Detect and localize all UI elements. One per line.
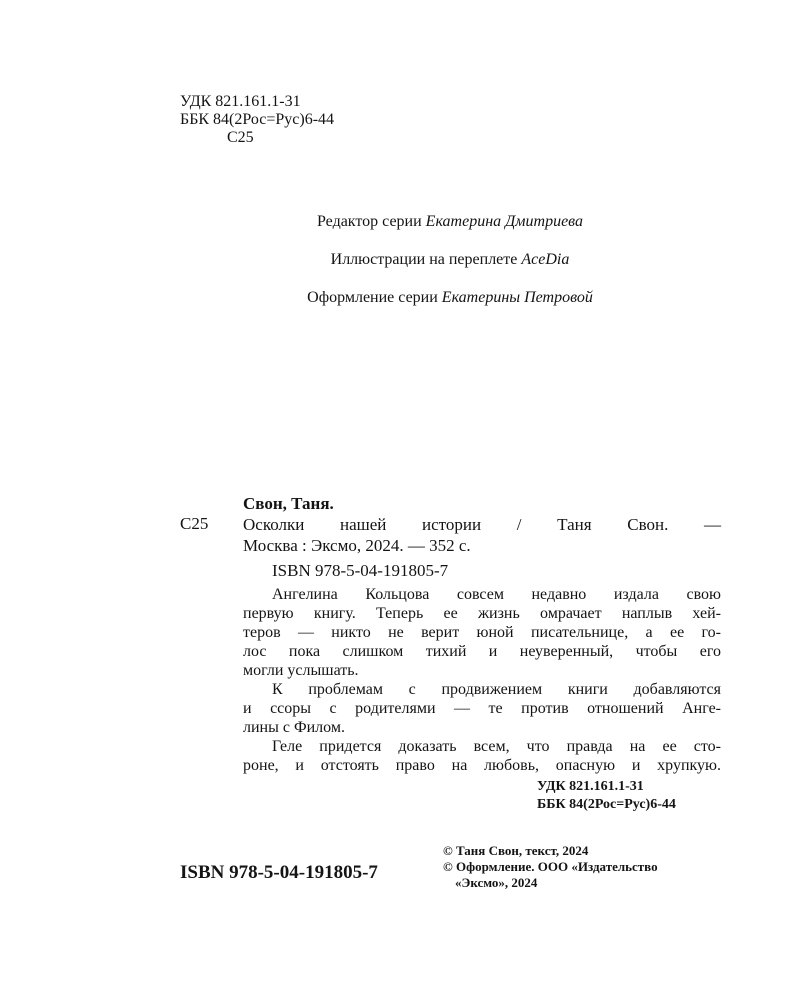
credit-cover-illustrations: [0, 250, 800, 288]
copyright-design-continued: «Эксмо», 2024: [455, 875, 538, 890]
copyright-design: © Оформление. ООО «Издательство: [443, 859, 658, 874]
bbk-code: ББК 84(2Рос=Рус)6-44: [180, 111, 335, 128]
annotation-paragraph: [243, 680, 721, 737]
catalog-title-line: Осколки нашей истории / Таня Свон. —: [243, 515, 721, 534]
top-classification: [180, 93, 334, 147]
annotation-paragraph: [243, 737, 721, 775]
annotation-line: Ангелина Кольцова совсем недавно издала свою: [272, 586, 721, 603]
credit-name: Екатерины Петровой: [441, 289, 593, 306]
credit-series-design: [0, 288, 800, 326]
catalog-title: [243, 514, 721, 556]
catalog-author: Свон, Таня.: [243, 494, 334, 513]
footer-isbn: ISBN 978-5-04-191805-7: [180, 862, 378, 883]
catalog-imprint-line: Москва : Эксмо, 2024. — 352 с.: [243, 536, 471, 555]
annotation-line: теров — никто не верит юной писательнице, а ее го-: [243, 624, 721, 641]
catalog-author-mark: С25: [180, 514, 209, 533]
annotation-line: роне, и отстоять право на любовь, опасную и хрупкую.: [243, 757, 721, 774]
catalog-udk-code: УДК 821.161.1-31: [537, 779, 644, 794]
annotation-line: лины с Филом.: [243, 719, 345, 736]
catalog-classification: [537, 778, 676, 814]
annotation-line: могли услышать.: [243, 662, 359, 679]
annotation-paragraph: [243, 585, 721, 680]
annotation-line: лос пока слишком тихий и неуверенный, чтобы его: [243, 643, 721, 660]
annotation-line: и ссоры с родителями — те против отношений Анге-: [243, 700, 721, 717]
catalog-isbn: ISBN 978-5-04-191805-7: [272, 561, 449, 580]
credit-series-editor: [0, 212, 800, 250]
author-mark: С25: [227, 129, 254, 146]
copyright-text: © Таня Свон, текст, 2024: [443, 843, 589, 858]
credits-block: [0, 212, 800, 326]
copyright-block: [443, 843, 658, 891]
annotation: [243, 585, 721, 775]
credit-name: Екатерина Дмитриева: [425, 213, 584, 230]
annotation-line: первую книгу. Теперь ее жизнь омрачает наплыв хей-: [243, 605, 721, 622]
credit-name: AceDia: [521, 251, 570, 268]
udk-code: УДК 821.161.1-31: [180, 93, 301, 110]
catalog-bbk-code: ББК 84(2Рос=Рус)6-44: [537, 797, 676, 812]
credit-label: Иллюстрации на переплете: [330, 251, 518, 268]
annotation-line: Геле придется доказать всем, что правда на ее сто-: [272, 738, 721, 755]
annotation-line: К проблемам с продвижением книги добавляются: [272, 681, 721, 698]
credit-label: Оформление серии: [307, 289, 438, 306]
credit-label: Редактор серии: [316, 213, 422, 230]
